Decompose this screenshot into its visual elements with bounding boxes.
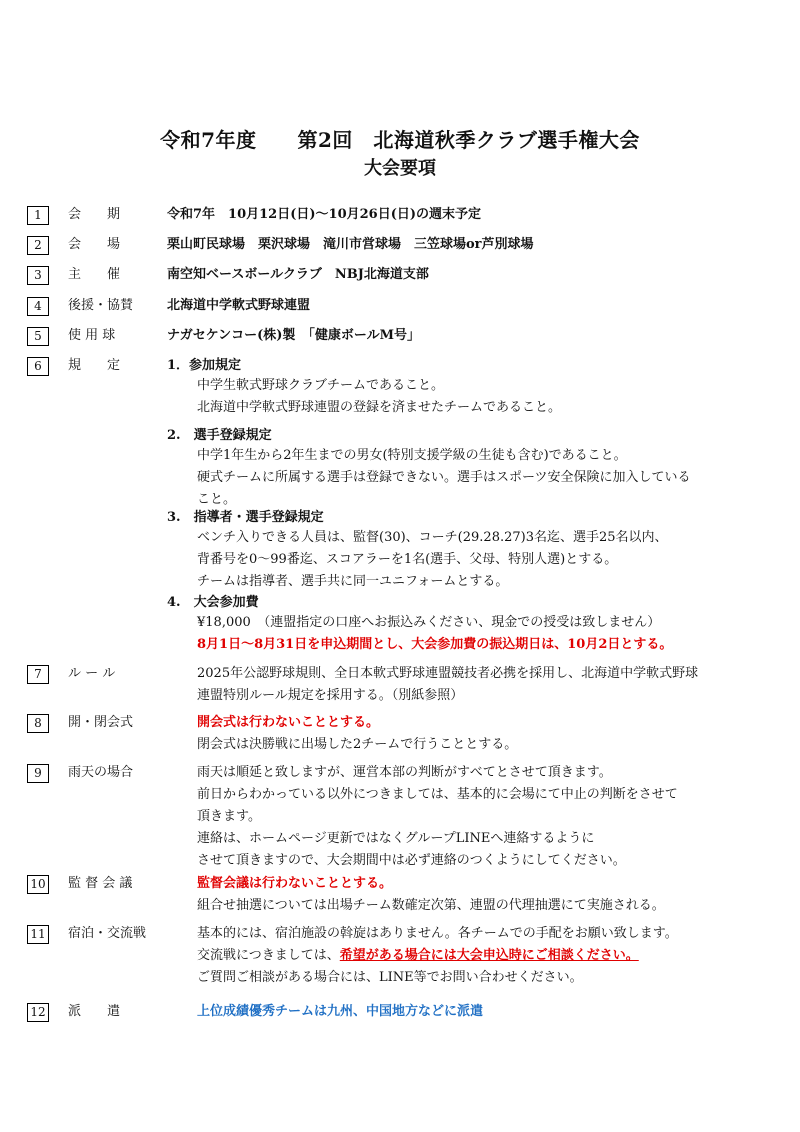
exchange-game-consult-note: 希望がある場合には大会申込時にご相談ください。 xyxy=(339,948,639,963)
closing-ceremony-note: 閉会式は決勝戦に出場した2チームで行うこととする。 xyxy=(197,737,518,752)
document-title: 令和7年度 第2回 北海道秋季クラブ選手権大会 xyxy=(160,128,640,152)
item-label-5: 使 用 球 xyxy=(68,328,116,343)
rule-section-body xyxy=(197,663,698,707)
item-label-7: ル ー ル xyxy=(68,666,116,681)
rain-line: 雨天は順延と致しますが、運営本部の判断がすべてとさせて頂きます。 xyxy=(197,765,612,780)
rule-2-line: 中学1年生から2年生までの男女(特別支援学級の生徒も含む)であること。 xyxy=(197,448,627,463)
item-value-5: ナガセケンコー(株)製 「健康ボールM号」 xyxy=(167,328,421,343)
rule-1-line: 中学生軟式野球クラブチームであること。 xyxy=(197,378,445,393)
item-number-9: 9 xyxy=(27,764,49,783)
item-number-6: 6 xyxy=(27,357,49,376)
item-number-7: 7 xyxy=(27,665,49,684)
item-label-4: 後援・協賛 xyxy=(68,298,134,313)
rule-3-line: 背番号を0～99番迄、スコアラーを1名(選手、父母、特別人選)とする。 xyxy=(197,552,618,567)
rain-body xyxy=(197,762,678,872)
rule-3-heading: 3. 指導者・選手登録規定 xyxy=(167,510,324,525)
contact-line: ご質問ご相談がある場合には、LINE等でお問い合わせください。 xyxy=(197,970,583,985)
rule-4-body xyxy=(197,612,672,656)
rain-line: 前日からわかっている以外につきましては、基本的に会場にて中止の判断をさせて xyxy=(197,787,678,802)
rain-line: させて頂きますので、大会期間中は必ず連絡のつくようにしてください。 xyxy=(197,853,626,868)
rule-4-heading: 4. 大会参加費 xyxy=(167,595,259,610)
opening-ceremony-note: 開会式は行わないこととする。 xyxy=(197,715,380,730)
rule-3-body xyxy=(197,527,668,593)
item-label-11: 宿泊・交流戦 xyxy=(68,926,147,941)
item-value-4: 北海道中学軟式野球連盟 xyxy=(167,298,311,313)
meeting-note: 監督会議は行わないこととする。 xyxy=(197,876,393,891)
rule-1-line: 北海道中学軟式野球連盟の登録を済ませたチームであること。 xyxy=(197,400,562,415)
fee-deadline: 8月1日～8月31日を申込期間とし、大会参加費の振込期日は、10月2日とする。 xyxy=(197,637,673,652)
ceremony-body xyxy=(197,712,517,756)
item-value-3: 南空知ベースボールクラブ NBJ北海道支部 xyxy=(167,267,429,282)
lodging-body xyxy=(197,923,678,989)
rule-2-body xyxy=(197,445,690,511)
item-number-1: 1 xyxy=(27,206,49,225)
item-label-10: 監 督 会 議 xyxy=(68,876,133,891)
item-label-12: 派 遣 xyxy=(68,1004,121,1019)
item-number-12: 12 xyxy=(27,1003,49,1022)
item-number-2: 2 xyxy=(27,236,49,255)
meeting-body xyxy=(197,873,665,917)
exchange-game-line xyxy=(197,945,678,967)
rule-3-line: ベンチ入りできる人員は、監督(30)、コーチ(29.28.27)3名迄、選手25名以内、 xyxy=(197,530,668,545)
item-label-6: 規 定 xyxy=(68,358,121,373)
rain-line: 連絡は、ホームページ更新ではなくグループLINEへ連絡するように xyxy=(197,831,595,846)
draw-note: 組合せ抽選については出場チーム数確定次第、連盟の代理抽選にて実施される。 xyxy=(197,898,665,913)
rule-1-heading: 1．参加規定 xyxy=(167,358,242,373)
item-number-11: 11 xyxy=(27,925,49,944)
item-value-1: 令和7年 10月12日(日)～10月26日(日)の週末予定 xyxy=(167,207,482,222)
item-label-2: 会 場 xyxy=(68,237,121,252)
rule-2-heading: 2. 選手登録規定 xyxy=(167,428,272,443)
rule-2-line: 硬式チームに所属する選手は登録できない。選手はスポーツ安全保険に加入している xyxy=(197,470,691,485)
rule-1-body xyxy=(197,375,561,419)
item-label-3: 主 催 xyxy=(68,267,121,282)
rule-2-line: こと。 xyxy=(197,492,237,507)
item-number-10: 10 xyxy=(27,875,49,894)
fee-line: ¥18,000 （連盟指定の口座へお振込みください、現金での授受は致しません） xyxy=(197,615,661,630)
document-subtitle: 大会要項 xyxy=(364,158,436,179)
dispatch-note: 上位成績優秀チームは九州、中国地方などに派遣 xyxy=(197,1004,484,1019)
rule-line: 2025年公認野球規則、全日本軟式野球連盟競技者必携を採用し、北海道中学軟式野球 xyxy=(197,666,699,681)
rule-3-line: チームは指導者、選手共に同一ユニフォームとする。 xyxy=(197,574,509,589)
item-number-5: 5 xyxy=(27,327,49,346)
item-label-1: 会 期 xyxy=(68,207,121,222)
item-number-8: 8 xyxy=(27,714,49,733)
item-value-2: 栗山町民球場 栗沢球場 滝川市営球場 三笠球場or芦別球場 xyxy=(167,237,534,252)
exchange-game-prefix: 交流戦につきましては、 xyxy=(197,948,340,963)
item-label-9: 雨天の場合 xyxy=(68,765,134,780)
item-label-8: 開・閉会式 xyxy=(68,715,134,730)
lodging-line: 基本的には、宿泊施設の斡旋はありません。各チームでの手配をお願い致します。 xyxy=(197,926,678,941)
item-number-3: 3 xyxy=(27,266,49,285)
item-number-4: 4 xyxy=(27,297,49,316)
rain-line: 頂きます。 xyxy=(197,809,261,824)
rule-line: 連盟特別ルール規定を採用する。（別紙参照） xyxy=(197,688,464,703)
